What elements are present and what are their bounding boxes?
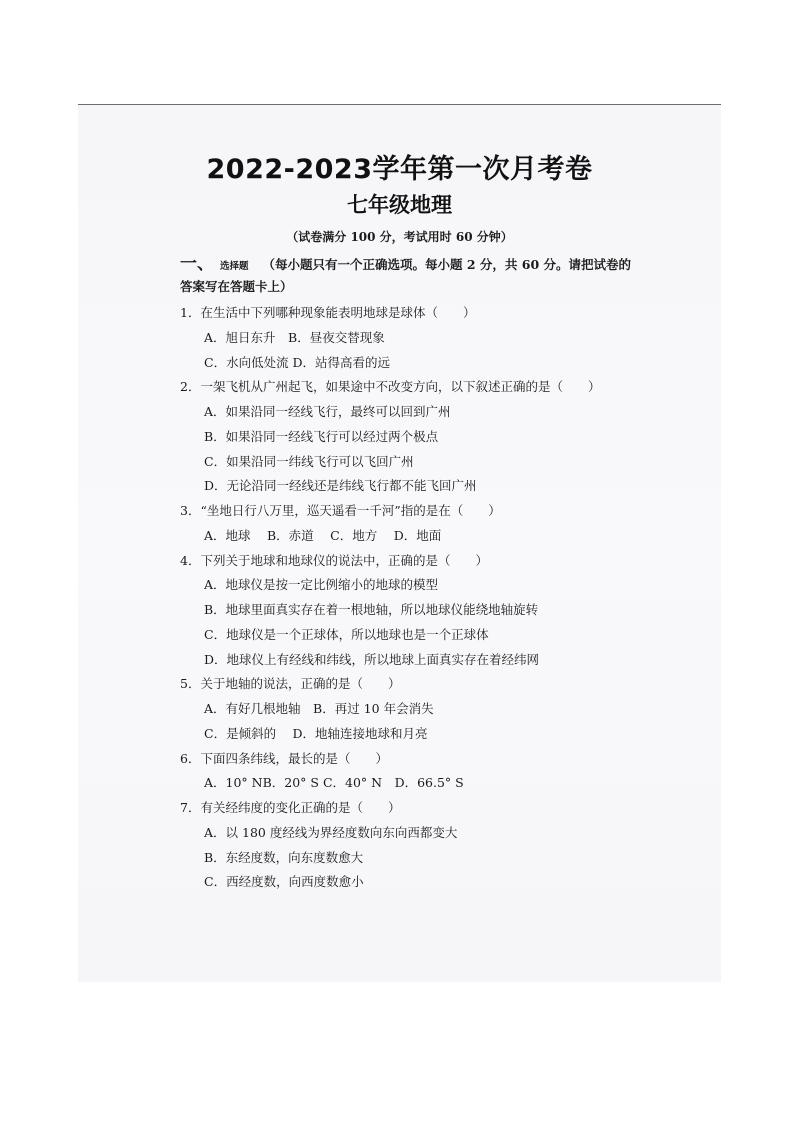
question-option: A．旭日东升 B．昼夜交替现象 — [204, 330, 385, 345]
question-option: B．东经度数，向东度数愈大 — [204, 850, 364, 865]
question-option: C．如果沿同一纬线飞行可以飞回广州 — [204, 454, 414, 469]
section-name: 选择题 — [220, 261, 249, 272]
question-option: A．有好几根地轴 B．再过 10 年会消失 — [204, 701, 434, 716]
question-stem: 6．下面四条纬线，最长的是（ ） — [180, 751, 388, 766]
question-option: B．如果沿同一经线飞行可以经过两个极点 — [204, 429, 439, 444]
question-option: C．西经度数，向西度数愈小 — [204, 874, 364, 889]
question-stem: 1．在生活中下列哪种现象能表明地球是球体（ ） — [180, 305, 476, 320]
question-stem: 4．下列关于地球和地球仪的说法中，正确的是（ ） — [180, 553, 488, 568]
question-option: A．10° NB．20° S C．40° N D．66.5° S — [204, 775, 464, 790]
section-instructions: （每小题只有一个正确选项。每小题 2 分，共 60 分。请把试卷的 — [262, 257, 632, 272]
question-option: A．以 180 度经线为界经度数向东向西都变大 — [204, 825, 458, 840]
question-option: D．无论沿同一经线还是纬线飞行都不能飞回广州 — [204, 478, 477, 493]
exam-paper — [78, 104, 721, 982]
question-option: A．如果沿同一经线飞行，最终可以回到广州 — [204, 404, 451, 419]
exam-title: 2022-2023学年第一次月考卷 — [206, 154, 593, 185]
score-note: （试卷满分 100 分，考试用时 60 分钟） — [286, 230, 513, 244]
question-option: B．地球里面真实存在着一根地轴，所以地球仪能绕地轴旋转 — [204, 602, 539, 617]
question-option: C．地球仪是一个正球体，所以地球也是一个正球体 — [204, 627, 489, 642]
question-option: A．地球 B．赤道 C．地方 D．地面 — [204, 528, 442, 543]
question-option: A．地球仪是按一定比例缩小的地球的模型 — [204, 577, 439, 592]
question-option: D．地球仪上有经线和纬线，所以地球上面真实存在着经纬网 — [204, 652, 540, 667]
question-stem: 5．关于地轴的说法，正确的是（ ） — [180, 676, 401, 691]
section-heading — [180, 252, 700, 279]
question-stem: 7．有关经纬度的变化正确的是（ ） — [180, 800, 401, 815]
question-stem: 3．“坐地日行八万里，巡天遥看一千河”指的是在（ ） — [180, 503, 501, 518]
question-stem: 2．一架飞机从广州起飞，如果途中不改变方向，以下叙述正确的是（ ） — [180, 379, 601, 394]
question-option: C．水向低处流 D．站得高看的远 — [204, 355, 391, 370]
exam-subtitle: 七年级地理 — [347, 193, 452, 217]
question-option: C．是倾斜的 D．地轴连接地球和月亮 — [204, 726, 428, 741]
section-instructions-continued: 答案写在答题卡上） — [180, 279, 293, 294]
section-number: 一、 — [180, 254, 214, 274]
